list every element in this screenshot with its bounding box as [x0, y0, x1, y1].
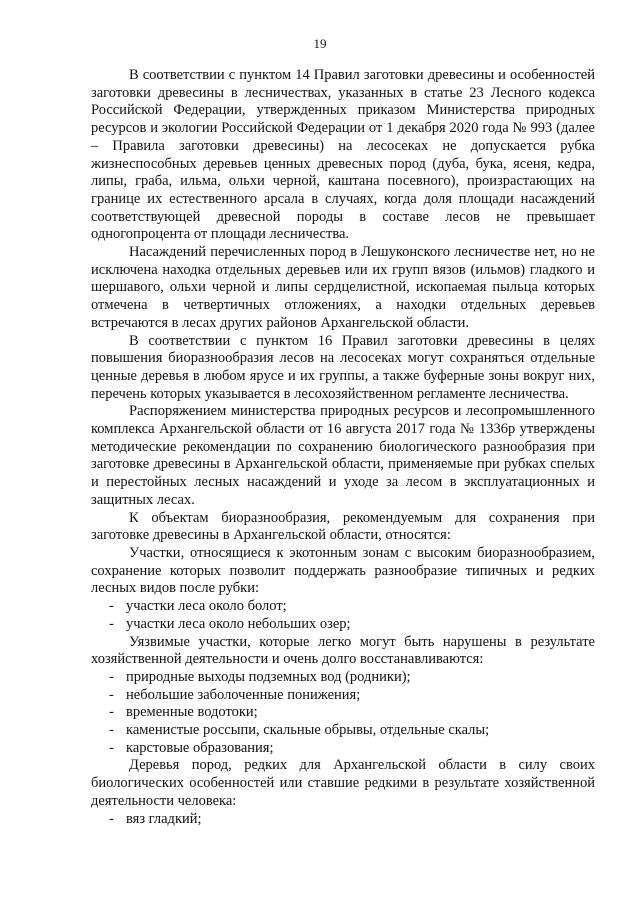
list-item-text: участки леса около небольших озер; — [126, 615, 351, 632]
list-item — [91, 669, 595, 687]
list-item — [91, 704, 595, 722]
list-item-text: каменистые россыпи, скальные обрывы, отдельные скалы; — [126, 722, 490, 739]
paragraph: Распоряжением министерства природных ресурсов и лесопромышленного комплекса Архангельской области от 16 августа 2017 года № 1336р утверждены методические рекомендации по сохранению биологического разнообразия при заготовке древесины в Архангельской области, применяемые при рубках спелых и перестойных лесных насаждений и уходе за лесом в эксплуатационных и защитных лесах. — [91, 403, 595, 508]
list-dash: - — [109, 810, 114, 827]
list-item-text: карстовые образования; — [126, 739, 274, 756]
document-body — [91, 67, 595, 828]
list-dash: - — [109, 668, 114, 685]
paragraph: Уязвимые участки, которые легко могут быть нарушены в результате хозяйственной деятельности и очень долго восстанавливаются: — [91, 633, 595, 668]
list-item-text: вяз гладкий; — [126, 810, 202, 827]
list-item — [91, 616, 595, 634]
list-item-text: временные водотоки; — [126, 704, 258, 721]
paragraph: Участки, относящиеся к экотонным зонам с высоким биоразнообразием, сохранение которых позволит поддержать разнообразие типичных и редких лесных видов после рубки: — [91, 544, 595, 597]
page-number: 19 — [313, 36, 327, 51]
list-dash: - — [109, 739, 114, 756]
list-item — [91, 722, 595, 740]
list-item — [91, 687, 595, 705]
list-dash: - — [109, 598, 114, 615]
list-dash: - — [109, 686, 114, 703]
paragraph: К объектам биоразнообразия, рекомендуемым для сохранения при заготовке древесины в Архангельской области, относятся: — [91, 509, 595, 544]
list-dash: - — [109, 615, 114, 632]
list-item — [91, 811, 595, 829]
paragraph: Насаждений перечисленных пород в Лешуконского лесничестве нет, но не исключена находка отдельных деревьев или их групп вязов (ильмов) гладкого и шершавого, ольхи черной и липы сердцелистной, ископаемая пыльца которых отмечена в четвертичных отложениях, а находки отдельных деревьев встречаются в лесах других районов Архангельской области. — [91, 244, 595, 331]
list-dash: - — [109, 722, 114, 739]
list-item-text: природные выходы подземных вод (родники); — [126, 668, 411, 685]
list-dash: - — [109, 704, 114, 721]
list-item — [91, 598, 595, 616]
list-item-text: небольшие заболоченные понижения; — [126, 686, 361, 703]
list-item — [91, 740, 595, 758]
paragraph: Деревья пород, редких для Архангельской области в силу своих биологических особенностей или ставшие редкими в результате хозяйственной деятельности человека: — [91, 757, 595, 809]
list-item-text: участки леса около болот; — [126, 598, 287, 615]
paragraph: В соответствии с пунктом 14 Правил заготовки древесины и особенностей заготовки древесины в лесничествах, указанных в статье 23 Лесного кодекса Российской Федерации, утвержденных приказом Министерства природных ресурсов и экологии Российской Федерации от 1 декабря 2020 года № 993 (далее – Правила заготовки древесины) на лесосеках не допускается рубка жизнеспособных деревьев ценных древесных пород (дуба, бука, ясеня, кедра, липы, граба, ильма, ольхи черной, каштана посевного), произрастающих на границе их естественного арсала в случаях, когда доля площади насаждений соответствующей древесной породы в составе лесов не превышает одногопроцента от площади лесничества. — [91, 67, 595, 243]
paragraph: В соответствии с пунктом 16 Правил заготовки древесины в целях повышения биоразнообразия лесов на лесосеках могут сохраняться отдельные ценные деревья в любом ярусе и их группы, а также буферные зоны вокруг них, перечень которых указывается в лесохозяйственном регламенте лесничества. — [91, 332, 595, 402]
